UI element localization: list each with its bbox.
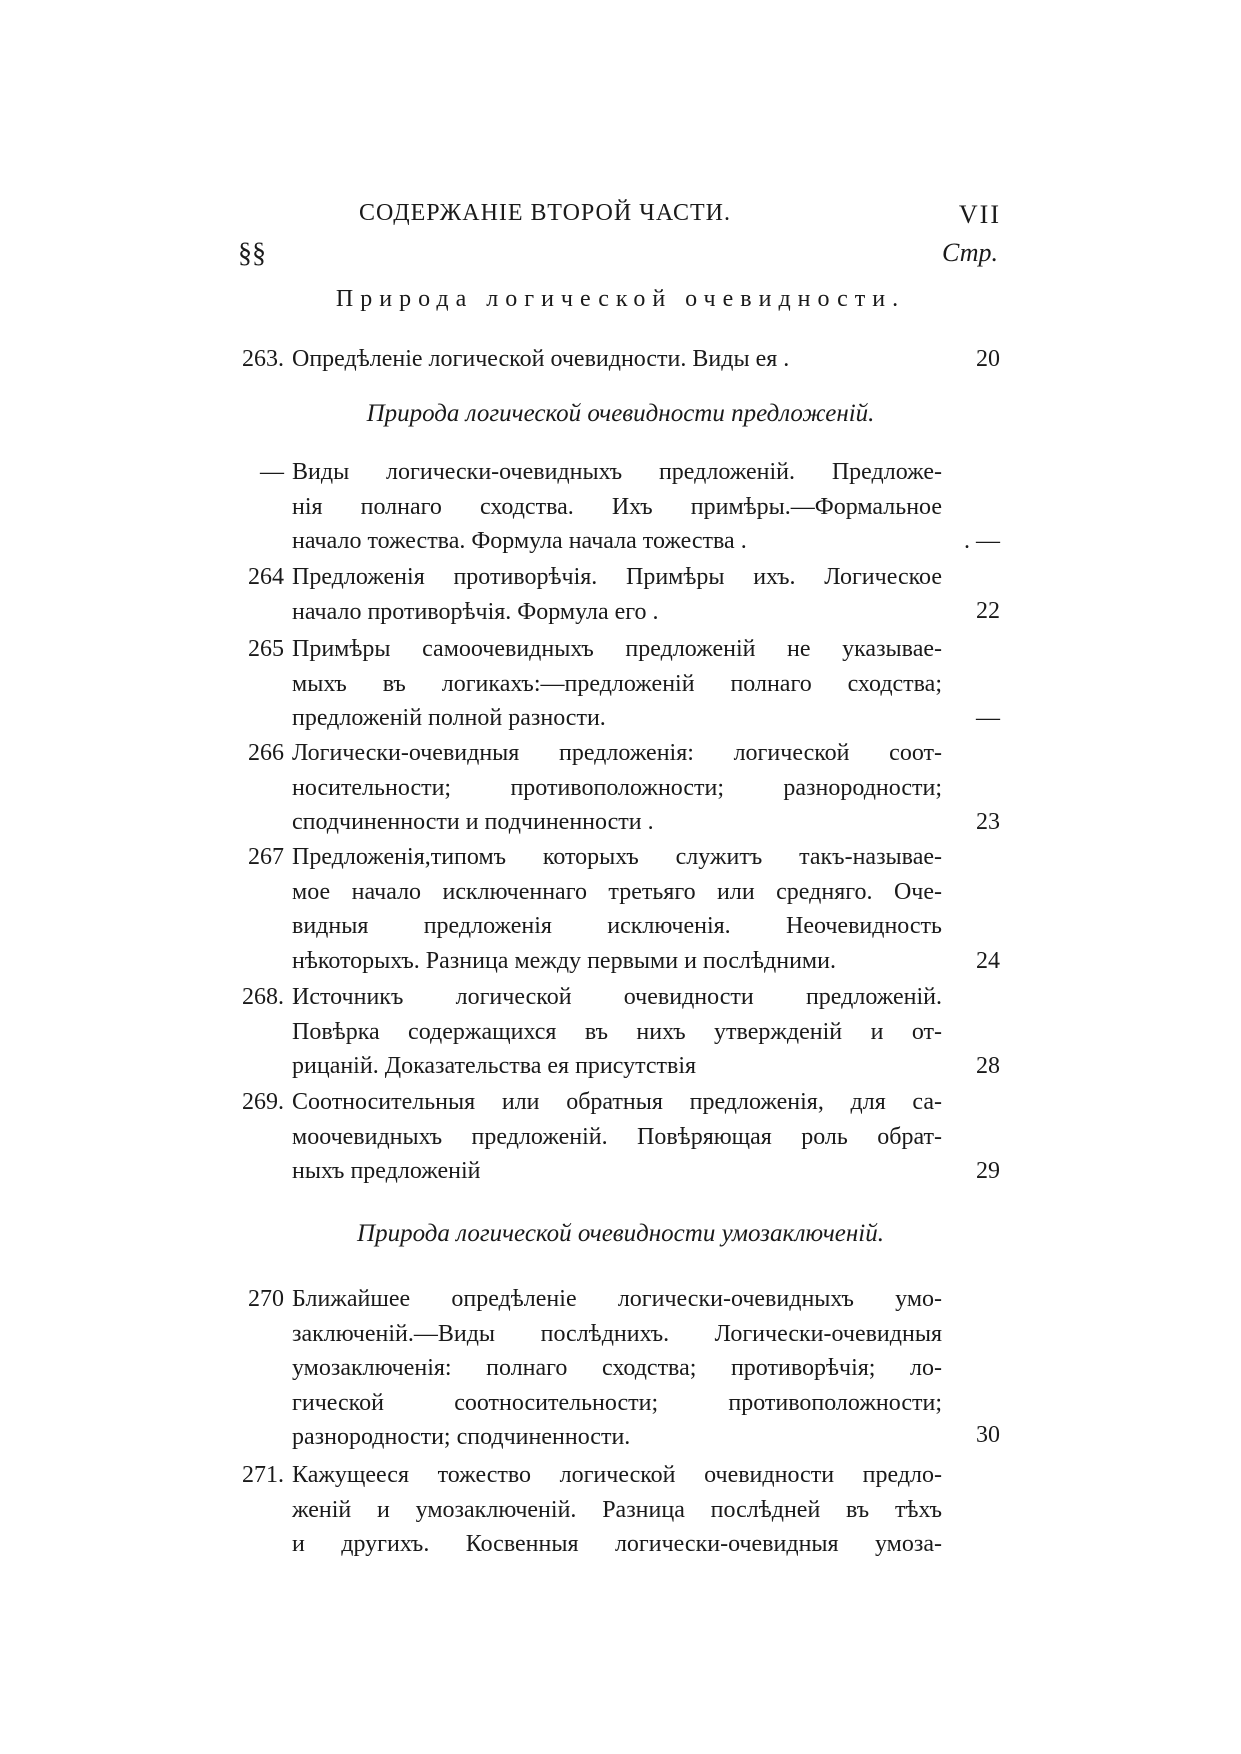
entry-text: [292, 736, 942, 840]
entry-line: заключеній.—Виды послѣднихъ. Логически-очевидныя: [292, 1320, 942, 1347]
entry-line: Логически-очевидныя предложенія: логической соот-: [292, 740, 942, 766]
entry-line: умозаключенія: полнаго сходства; противорѣчія; ло-: [292, 1355, 942, 1381]
heading-logical-evidence: Природа логической очевидности.: [335, 286, 906, 312]
toc-entry-264: [222, 560, 1000, 630]
entry-number: 270: [248, 1286, 284, 1312]
running-title: СОДЕРЖАНІЕ ВТОРОЙ ЧАСТИ.: [359, 200, 731, 226]
entry-line: и другихъ. Косвенныя логически-очевидныя умоза-: [292, 1531, 942, 1557]
entry-text: [292, 980, 942, 1084]
toc-entry-270: [222, 1282, 1000, 1457]
entry-line: Источникъ логической очевидности предложеній.: [292, 984, 942, 1010]
running-head: [0, 200, 1241, 240]
entry-page: 30: [976, 1422, 1000, 1448]
entry-line: Ближайшее опредѣленіе логически-очевидныхъ умо-: [292, 1286, 942, 1312]
entry-text: [292, 455, 942, 559]
entry-line: женій и умозаключеній. Разница послѣдней въ тѣхъ: [292, 1496, 942, 1523]
entry-number: 263.: [242, 346, 284, 372]
entry-page: 29: [976, 1158, 1000, 1184]
entry-number: 267: [248, 844, 284, 870]
toc-entry-dash: [222, 455, 1000, 559]
entry-line: Предложенія противорѣчія. Примѣры ихъ. Логическое: [292, 564, 942, 590]
entry-page: 24: [976, 948, 1000, 974]
entry-line: начало тожества. Формула начала тожества .: [292, 528, 747, 554]
entry-line: Повѣрка содержащихся въ нихъ утвержденій и от-: [292, 1018, 942, 1045]
entry-page: 23: [976, 809, 1000, 835]
toc-entry-265: [222, 632, 1000, 736]
entry-page: 22: [976, 598, 1000, 624]
entry-number: 264: [248, 564, 284, 590]
entry-line: ныхъ предложеній: [292, 1158, 481, 1184]
heading-propositions: Природа логической очевидности предложеній.: [366, 400, 875, 427]
entry-line: рицаній. Доказательства ея присутствія: [292, 1053, 697, 1079]
page-column-label: Стр.: [942, 238, 998, 267]
entry-number: 271.: [242, 1462, 284, 1488]
entry-number: —: [260, 459, 284, 485]
entry-line: Опредѣленіе логической очевидности. Виды ея .: [292, 346, 790, 372]
entry-text: [292, 840, 942, 978]
heading-inferences: Природа логической очевидности умозаключеній.: [357, 1220, 884, 1247]
entry-line: видныя предложенія исключенія. Неочевидность: [292, 913, 942, 939]
entry-text: [292, 632, 942, 736]
entry-line: моочевидныхъ предложеній. Повѣряющая роль обрат-: [292, 1123, 942, 1150]
section-mark: §§: [238, 238, 266, 269]
entry-text: [292, 560, 942, 629]
entry-number: 265: [248, 636, 284, 662]
entry-line: носительности; противоположности; разнородности;: [292, 774, 942, 801]
entry-page: 28: [976, 1053, 1000, 1079]
toc-entry-267: [222, 840, 1000, 980]
entry-number: 266: [248, 740, 284, 766]
entry-text: [292, 1282, 942, 1455]
entry-line: Соотносительныя или обратныя предложенія, для са-: [292, 1089, 942, 1115]
entry-line: Виды логически-очевидныхъ предложеній. Предложе-: [292, 459, 942, 485]
entry-line: мыхъ въ логикахъ:—предложеній полнаго сходства;: [292, 670, 942, 697]
entry-line: мое начало исключеннаго третьяго или средняго. Оче-: [292, 878, 942, 905]
entry-page: —: [976, 705, 1000, 731]
entry-line: гической соотносительности; противоположности;: [292, 1389, 942, 1416]
entry-line: Кажущееся тожество логической очевидности предло-: [292, 1462, 942, 1488]
page-number: VII: [958, 200, 1001, 229]
toc-entry-271: [222, 1458, 1000, 1562]
entry-line: нія полнаго сходства. Ихъ примѣры.—Формальное: [292, 493, 942, 520]
entry-line: сподчиненности и подчиненности .: [292, 809, 654, 835]
entry-text: [292, 342, 942, 377]
entry-line: Предложенія,типомъ которыхъ служитъ такъ-называе-: [292, 844, 942, 870]
toc-entry-263: [222, 342, 1000, 378]
entry-page: . —: [964, 528, 1000, 554]
entry-line: Примѣры самоочевидныхъ предложеній не указывае-: [292, 636, 942, 662]
entry-text: [292, 1458, 942, 1562]
entry-number: 269.: [242, 1089, 284, 1115]
entry-page: 20: [976, 346, 1000, 372]
entry-line: разнородности; сподчиненности.: [292, 1424, 631, 1450]
entry-number: 268.: [242, 984, 284, 1010]
toc-entry-266: [222, 736, 1000, 840]
toc-entry-269: [222, 1085, 1000, 1189]
entry-line: предложеній полной разности.: [292, 705, 606, 731]
toc-entry-268: [222, 980, 1000, 1084]
entry-line: нѣкоторыхъ. Разница между первыми и послѣдними.: [292, 947, 836, 974]
entry-line: начало противорѣчія. Формула его .: [292, 598, 659, 625]
column-headers: [238, 238, 998, 278]
entry-text: [292, 1085, 942, 1189]
